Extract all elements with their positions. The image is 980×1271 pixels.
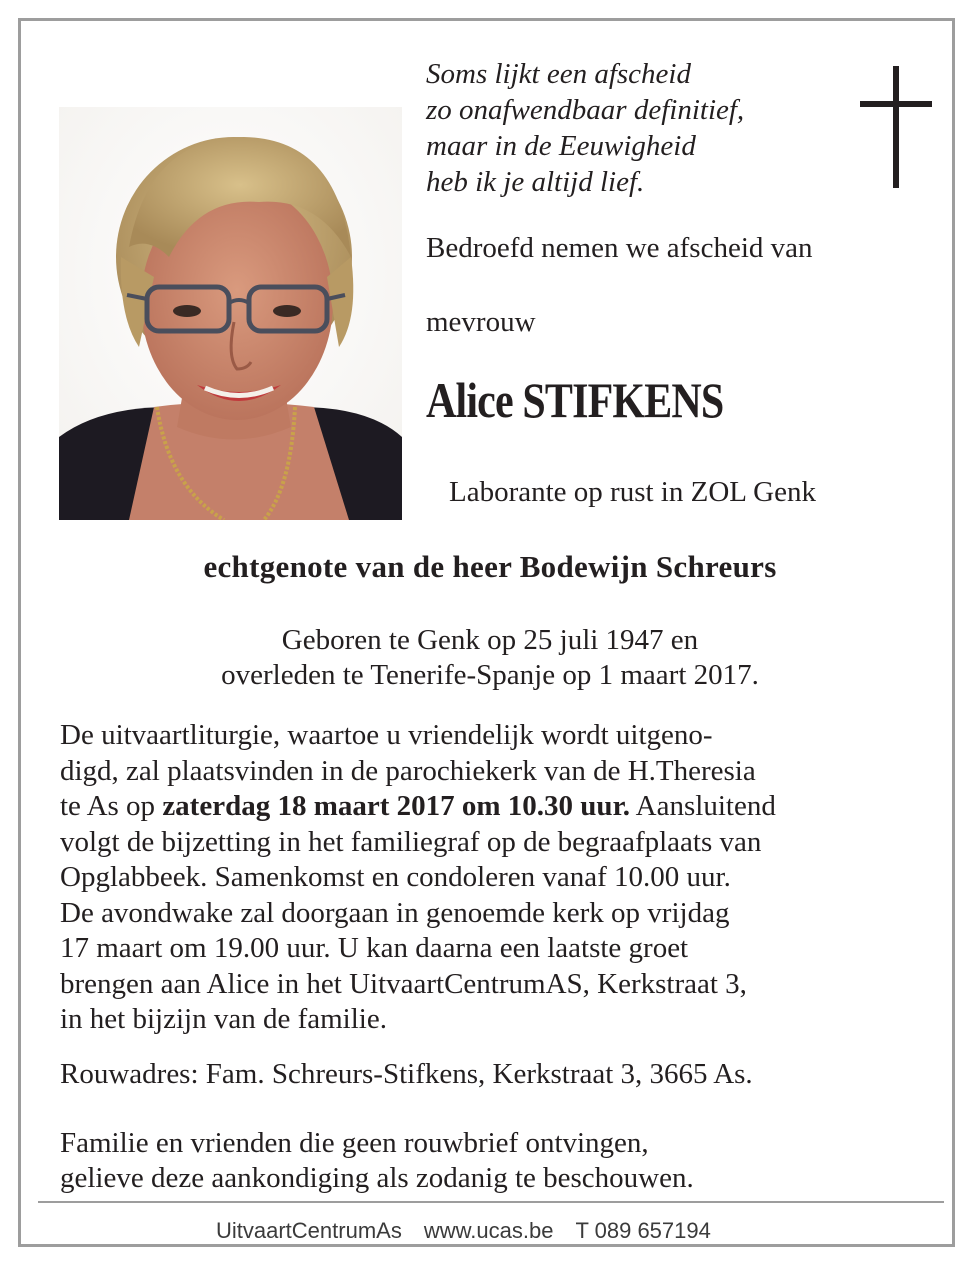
deceased-name: Alice STIFKENS xyxy=(426,372,724,428)
occupation: Laborante op rust in ZOL Genk xyxy=(449,476,816,508)
ceremony-line xyxy=(60,789,930,825)
birth-line: Geboren te Genk op 25 juli 1947 en xyxy=(281,624,699,656)
ceremony-line: 17 maart om 19.00 uur. U kan daarna een laatste groet xyxy=(60,932,689,964)
poem-line: maar in de Eeuwigheid xyxy=(426,130,696,162)
footer-divider xyxy=(38,1201,944,1203)
ceremony-line: brengen aan Alice in het UitvaartCentrumAS, Kerkstraat 3, xyxy=(60,967,747,1000)
portrait-photo xyxy=(59,107,402,520)
footer-website[interactable]: www.ucas.be xyxy=(423,1218,554,1243)
ceremony-line: digd, zal plaatsvinden in de parochiekerk van de H.Theresia xyxy=(60,754,756,787)
mourning-address: Rouwadres: Fam. Schreurs-Stifkens, Kerkstraat 3, 3665 As. xyxy=(60,1058,753,1090)
ceremony-datetime: zaterdag 18 maart 2017 om 10.30 uur. xyxy=(162,790,631,822)
poem-line: Soms lijkt een afscheid xyxy=(426,58,691,90)
ceremony-text: Aansluitend xyxy=(630,790,776,822)
life-dates xyxy=(0,623,980,693)
notice-line: gelieve deze aankondiging als zodanig te beschouwen. xyxy=(60,1162,694,1194)
ceremony-line: in het bijzijn van de familie. xyxy=(60,1003,387,1035)
announcement-notice xyxy=(60,1126,694,1196)
ceremony-line: Opglabbeek. Samenkomst en condoleren vanaf 10.00 uur. xyxy=(60,861,731,893)
footer xyxy=(216,1217,711,1245)
ceremony-line: De avondwake zal doorgaan in genoemde kerk op vrijdag xyxy=(60,896,730,929)
poem-line: zo onafwendbaar definitief, xyxy=(426,94,745,126)
spouse-line: echtgenote van de heer Bodewijn Schreurs xyxy=(203,549,777,584)
footer-phone: T 089 657194 xyxy=(575,1218,711,1243)
ceremony-text: te As op xyxy=(60,790,163,822)
cross-icon xyxy=(860,66,932,188)
footer-company: UitvaartCentrumAs xyxy=(216,1218,402,1243)
honorific: mevrouw xyxy=(426,306,536,338)
ceremony-line: volgt de bijzetting in het familiegraf op de begraafplaats van xyxy=(60,825,762,858)
intro-text: Bedroefd nemen we afscheid van xyxy=(426,232,813,264)
notice-line: Familie en vrienden die geen rouwbrief ontvingen, xyxy=(60,1127,649,1159)
ceremony-line: De uitvaartliturgie, waartoe u vriendelijk wordt uitgeno- xyxy=(60,719,713,751)
memorial-poem xyxy=(426,56,744,200)
death-line: overleden te Tenerife-Spanje op 1 maart 2017. xyxy=(221,659,759,691)
poem-line: heb ik je altijd lief. xyxy=(426,166,645,198)
ceremony-details xyxy=(60,718,930,1038)
